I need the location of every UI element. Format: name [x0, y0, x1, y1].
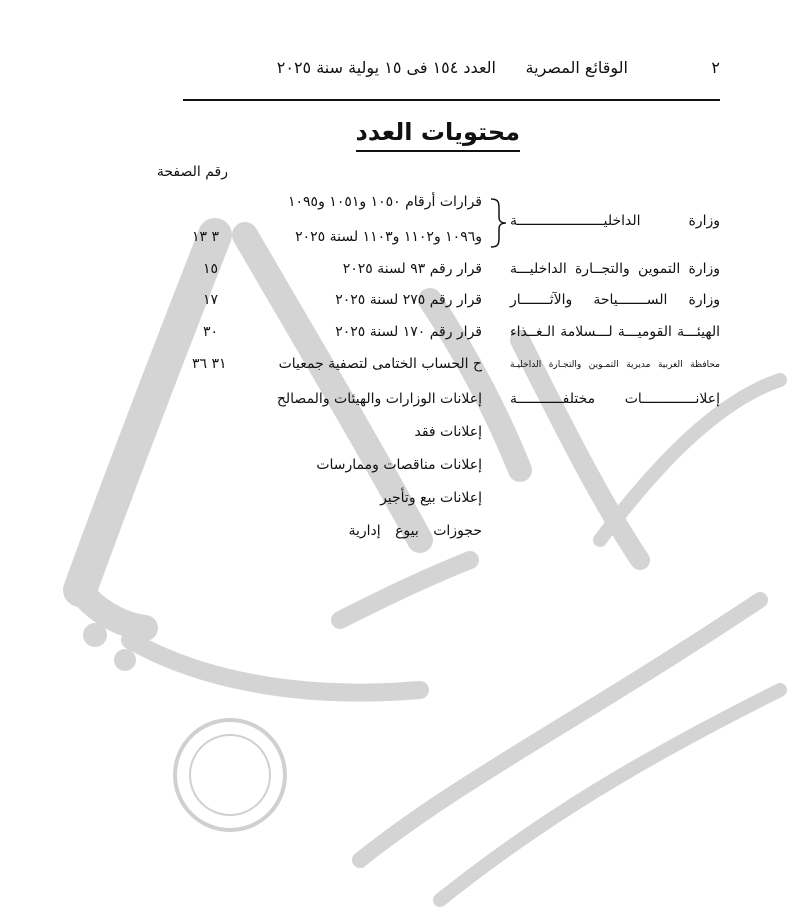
- brace-icon: [487, 197, 509, 249]
- entry-1-pages: ٣ ١٣: [192, 229, 220, 245]
- entry-4-pages: ٣٠: [203, 324, 219, 340]
- entry-5-desc: ح الحساب الختامى لتصفية جمعيات: [278, 356, 482, 372]
- food-safety-authority: الهيئـــة القوميـــة لـــسلامة الـغــذاء: [510, 324, 720, 340]
- seal-icon: [175, 720, 285, 830]
- entry-4-desc: قرار رقم ١٧٠ لسنة ٢٠٢٥: [335, 324, 482, 340]
- ad-sale-rent: إعلانات بيع وتأجير: [380, 490, 482, 506]
- ad-lost: إعلانات فقد: [414, 424, 482, 440]
- header-rule: [183, 99, 720, 101]
- ministry-interior: وزارة الداخليـــــــــــــــــــــة: [510, 213, 720, 229]
- entry-2-pages: ١٥: [203, 261, 219, 277]
- page-column-label: رقم الصفحة: [156, 164, 228, 180]
- entry-3-desc: قرار رقم ٢٧٥ لسنة ٢٠٢٥: [335, 292, 482, 308]
- entry-1-desc-line1: قرارات أرقام ١٠٥٠ و١٠٥١ و١٠٩٥: [288, 194, 482, 210]
- ministry-tourism: وزارة الســـــــياحة والآثـــــــار: [510, 292, 720, 308]
- entry-5-pages: ٣١ ٣٦: [192, 356, 227, 372]
- ad-seizures: حجوزات بيوع إدارية: [348, 523, 482, 539]
- entry-6-desc: إعلانات الوزارات والهيئات والمصالح: [276, 391, 482, 407]
- ministry-supply: وزارة التموين والتجــارة الداخليـــة: [510, 261, 720, 277]
- entry-2-desc: قرار رقم ٩٣ لسنة ٢٠٢٥: [342, 261, 482, 277]
- misc-announcements: إعلانـــــــــــــات مختلفـــــــــــة: [510, 391, 720, 407]
- page-title: محتويات العدد: [356, 118, 520, 152]
- entry-3-pages: ١٧: [203, 292, 219, 308]
- ad-tenders: إعلانات مناقصات وممارسات: [316, 457, 482, 473]
- header-page-number: ٢: [711, 58, 720, 77]
- header-issue: العدد ١٥٤ فى ١٥ يولية سنة ٢٠٢٥: [276, 58, 496, 77]
- header-journal-name: الوقائع المصرية: [525, 58, 628, 77]
- entry-1-desc-line2: و١٠٩٦ و١١٠٢ و١١٠٣ لسنة ٢٠٢٥: [295, 229, 482, 245]
- gharbia-governorate: محافظة الغربية مديرية التمـوين والتجـارة الداخليـة: [510, 360, 720, 370]
